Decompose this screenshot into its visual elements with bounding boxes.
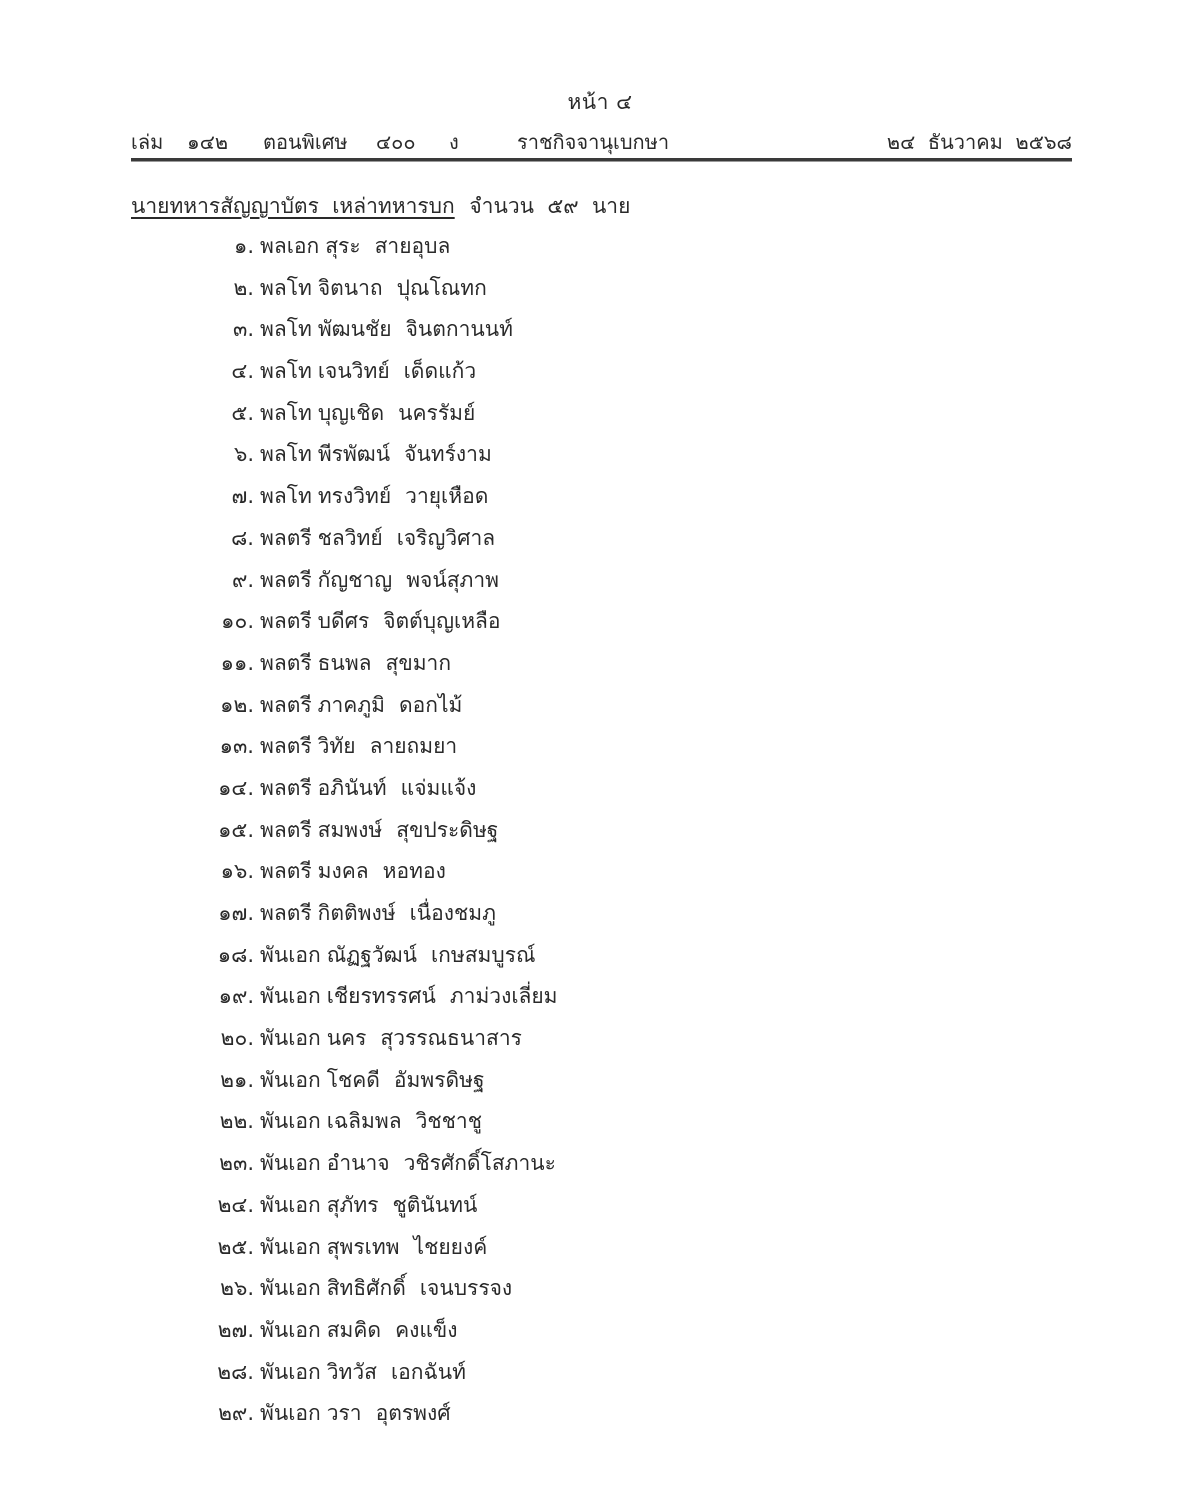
officer-surname: วายุเหือด — [405, 484, 489, 509]
officer-rank: พลโท — [260, 442, 312, 467]
officer-given-name: พีรพัฒน์ — [317, 442, 391, 467]
item-number: ๒๗. — [217, 1317, 254, 1342]
officer-given-name: ณัฏฐวัฒน์ — [326, 942, 417, 967]
officer-rank: พลเอก — [260, 234, 320, 258]
officer-name — [260, 480, 488, 513]
item-number: ๗. — [231, 484, 254, 509]
officer-rank: พันเอก — [260, 984, 321, 1009]
list-item — [0, 980, 1200, 1022]
officer-rank: พันเอก — [260, 1401, 321, 1426]
officer-rank: พันเอก — [260, 1317, 321, 1342]
officer-name — [260, 980, 558, 1013]
officer-name — [260, 1397, 451, 1430]
officer-surname: สุขมาก — [385, 650, 452, 675]
officer-given-name: ชลวิทย์ — [317, 525, 383, 550]
list-item — [0, 814, 1200, 856]
section-heading — [131, 190, 630, 223]
publication-date: ๒๔ ธันวาคม ๒๕๖๘ — [886, 130, 1072, 154]
item-number: ๓. — [232, 317, 254, 342]
officer-given-name: กิตติพงษ์ — [317, 901, 396, 925]
officer-given-name: จิตนาถ — [317, 275, 383, 300]
officer-surname: ชูตินันทน์ — [392, 1192, 478, 1217]
list-item — [0, 1356, 1200, 1398]
officer-surname: เจริญวิศาล — [396, 525, 496, 550]
item-number: ๑๑. — [220, 650, 254, 675]
list-item — [0, 355, 1200, 397]
list-item — [0, 939, 1200, 981]
officer-name — [260, 1022, 522, 1055]
officer-name — [260, 855, 446, 888]
officer-name — [260, 1064, 485, 1097]
officer-given-name: บดีศร — [317, 609, 370, 634]
item-number: ๕. — [231, 400, 254, 425]
officer-rank: พลตรี — [260, 901, 312, 925]
officer-name — [260, 272, 487, 305]
item-number: ๒๐. — [220, 1026, 254, 1051]
officer-name — [260, 1105, 482, 1138]
issue-label: ตอนพิเศษ — [263, 130, 348, 154]
gazette-name: ราชกิจจานุเบกษา — [517, 130, 670, 154]
officer-surname: เอกฉันท์ — [390, 1359, 466, 1384]
officer-rank: พันเอก — [260, 1151, 321, 1176]
officer-rank: พลตรี — [260, 567, 312, 592]
officer-name — [260, 230, 450, 263]
list-item — [0, 1105, 1200, 1147]
list-item — [0, 1022, 1200, 1064]
item-number: ๑๘. — [217, 942, 254, 967]
officer-surname: หอทอง — [382, 859, 446, 884]
item-number: ๒๑. — [220, 1067, 254, 1092]
officer-name — [260, 397, 475, 430]
officer-surname: แจ่มแจ้ง — [400, 775, 477, 800]
list-item — [0, 230, 1200, 272]
officer-surname: วิชชาชู — [415, 1109, 482, 1134]
officer-name — [260, 1147, 556, 1180]
officer-rank: พลโท — [260, 400, 312, 425]
list-item — [0, 480, 1200, 522]
officer-name — [260, 1189, 477, 1222]
list-item — [0, 1189, 1200, 1231]
officer-list — [0, 230, 1200, 1439]
page-number: หน้า ๔ — [567, 90, 633, 114]
officer-rank: พลโท — [260, 484, 312, 509]
officer-rank: พลโท — [260, 275, 312, 300]
item-number: ๑๓. — [219, 734, 254, 759]
officer-rank: พลตรี — [260, 775, 312, 800]
officer-rank: พันเอก — [260, 1026, 321, 1051]
officer-surname: เด็ดแก้ว — [403, 359, 477, 384]
list-item — [0, 313, 1200, 355]
officer-surname: คงแข็ง — [395, 1317, 458, 1342]
officer-surname: อัมพรดิษฐ — [393, 1067, 485, 1092]
officer-name — [260, 1231, 487, 1264]
officer-given-name: วิทวัส — [326, 1359, 377, 1384]
list-item — [0, 1272, 1200, 1314]
list-item — [0, 522, 1200, 564]
item-number: ๑๙. — [218, 984, 254, 1009]
officer-given-name: สิทธิศักดิ์ — [326, 1276, 406, 1301]
officer-rank: พลตรี — [260, 859, 312, 884]
officer-given-name: วรา — [326, 1401, 362, 1426]
officer-given-name: พัฒนชัย — [317, 317, 392, 342]
officer-rank: พลตรี — [260, 650, 312, 675]
item-number: ๒๕. — [217, 1234, 254, 1259]
officer-given-name: อำนาจ — [326, 1151, 390, 1176]
item-number: ๔. — [231, 359, 254, 384]
officer-name — [260, 897, 496, 930]
officer-rank: พันเอก — [260, 1359, 321, 1384]
officer-surname: ลายถมยา — [369, 734, 458, 759]
officer-given-name: เฉลิมพล — [326, 1109, 402, 1134]
officer-given-name: ภาคภูมิ — [317, 692, 386, 717]
volume-label: เล่ม — [131, 130, 164, 154]
list-item — [0, 897, 1200, 939]
officer-rank: พันเอก — [260, 1234, 321, 1259]
officer-name — [260, 647, 451, 680]
officer-given-name: สมพงษ์ — [317, 817, 383, 842]
officer-surname: สายอุบล — [374, 234, 451, 258]
officer-surname: เกษสมบูรณ์ — [431, 942, 536, 967]
list-item — [0, 272, 1200, 314]
officer-surname: นครรัมย์ — [398, 400, 476, 425]
officer-given-name: นคร — [326, 1026, 367, 1051]
officer-surname: วชิรศักดิ์โสภานะ — [403, 1151, 556, 1176]
officer-rank: พลตรี — [260, 734, 312, 759]
item-number: ๑๕. — [218, 817, 254, 842]
item-number: ๒๒. — [219, 1109, 254, 1134]
officer-surname: สุขประดิษฐ — [396, 817, 499, 842]
officer-name — [260, 522, 495, 555]
officer-surname: พจน์สุภาพ — [406, 567, 499, 592]
list-item — [0, 647, 1200, 689]
officer-name — [260, 355, 476, 388]
item-number: ๒๙. — [218, 1401, 254, 1426]
officer-rank: พลโท — [260, 317, 312, 342]
officer-given-name: เจนวิทย์ — [317, 359, 390, 384]
officer-given-name: มงคล — [317, 859, 369, 884]
officer-name — [260, 689, 462, 722]
list-item — [0, 1064, 1200, 1106]
officer-surname: ดอกไม้ — [399, 692, 463, 717]
officer-name — [260, 313, 513, 346]
officer-surname: ปุณโณทก — [396, 275, 487, 300]
list-item — [0, 1397, 1200, 1439]
officer-given-name: สุภัทร — [326, 1192, 379, 1217]
section-count: จำนวน ๕๙ นาย — [469, 194, 631, 218]
list-item — [0, 397, 1200, 439]
list-item — [0, 1147, 1200, 1189]
item-number: ๘. — [231, 525, 254, 550]
volume-number: ๑๔๒ — [187, 130, 229, 154]
officer-rank: พลตรี — [260, 525, 312, 550]
officer-surname: เจนบรรจง — [419, 1276, 513, 1301]
officer-name — [260, 605, 501, 638]
header-divider — [131, 158, 1072, 162]
officer-given-name: ธนพล — [317, 650, 372, 675]
item-number: ๑๗. — [218, 901, 254, 925]
officer-given-name: โชคดี — [326, 1067, 380, 1092]
officer-surname: จิตต์บุญเหลือ — [383, 609, 501, 634]
officer-rank: พันเอก — [260, 1192, 321, 1217]
officer-surname: จันทร์งาม — [404, 442, 492, 467]
officer-surname: เนื่องชมภู — [409, 901, 496, 925]
list-item — [0, 730, 1200, 772]
officer-given-name: สุระ — [325, 234, 361, 258]
officer-rank: พันเอก — [260, 1276, 321, 1301]
section-title: นายทหารสัญญาบัตร เหล่าทหารบก — [131, 194, 455, 218]
officer-given-name: อภินันท์ — [317, 775, 387, 800]
officer-given-name: วิทัย — [317, 734, 356, 759]
officer-name — [260, 1314, 458, 1347]
list-item — [0, 564, 1200, 606]
item-number: ๒. — [233, 275, 254, 300]
item-number: ๖. — [233, 442, 254, 467]
item-number: ๑๔. — [218, 775, 254, 800]
officer-given-name: กัญชาญ — [317, 567, 393, 592]
issue-suffix: ง — [449, 130, 459, 154]
list-item — [0, 605, 1200, 647]
issue-number: ๔๐๐ — [376, 130, 416, 154]
officer-rank: พันเอก — [260, 942, 321, 967]
item-number: ๙. — [231, 567, 254, 592]
officer-given-name: เชียรทรรศน์ — [326, 984, 436, 1009]
list-item — [0, 1231, 1200, 1273]
officer-rank: พลโท — [260, 359, 312, 384]
officer-rank: พลตรี — [260, 609, 312, 634]
officer-name — [260, 730, 457, 763]
item-number: ๒๔. — [217, 1192, 254, 1217]
list-item — [0, 772, 1200, 814]
officer-surname: จินตกานนท์ — [405, 317, 513, 342]
list-item — [0, 855, 1200, 897]
officer-given-name: สุพรเทพ — [326, 1234, 400, 1259]
officer-name — [260, 939, 536, 972]
officer-rank: พันเอก — [260, 1067, 321, 1092]
item-number: ๒๓. — [219, 1151, 254, 1176]
officer-rank: พลตรี — [260, 817, 312, 842]
list-item — [0, 1314, 1200, 1356]
item-number: ๒๖. — [220, 1276, 254, 1301]
officer-name — [260, 772, 476, 805]
item-number: ๑. — [233, 234, 254, 258]
officer-given-name: ทรงวิทย์ — [317, 484, 392, 509]
officer-given-name: สมคิด — [326, 1317, 382, 1342]
officer-given-name: บุญเชิด — [317, 400, 385, 425]
officer-name — [260, 814, 498, 847]
officer-name — [260, 438, 492, 471]
officer-name — [260, 1272, 512, 1305]
officer-rank: พันเอก — [260, 1109, 321, 1134]
item-number: ๒๘. — [217, 1359, 254, 1384]
item-number: ๑๒. — [220, 692, 254, 717]
officer-surname: อุตรพงศ์ — [375, 1401, 451, 1426]
officer-name — [260, 564, 499, 597]
item-number: ๑๖. — [220, 859, 254, 884]
officer-rank: พลตรี — [260, 692, 312, 717]
list-item — [0, 689, 1200, 731]
officer-surname: ไชยยงค์ — [413, 1234, 488, 1259]
gazette-header — [131, 126, 1072, 156]
item-number: ๑๐. — [221, 609, 254, 634]
officer-surname: สุวรรณธนาสาร — [380, 1026, 522, 1051]
officer-surname: ภาม่วงเลี่ยม — [449, 984, 558, 1009]
officer-name — [260, 1356, 466, 1389]
list-item — [0, 438, 1200, 480]
